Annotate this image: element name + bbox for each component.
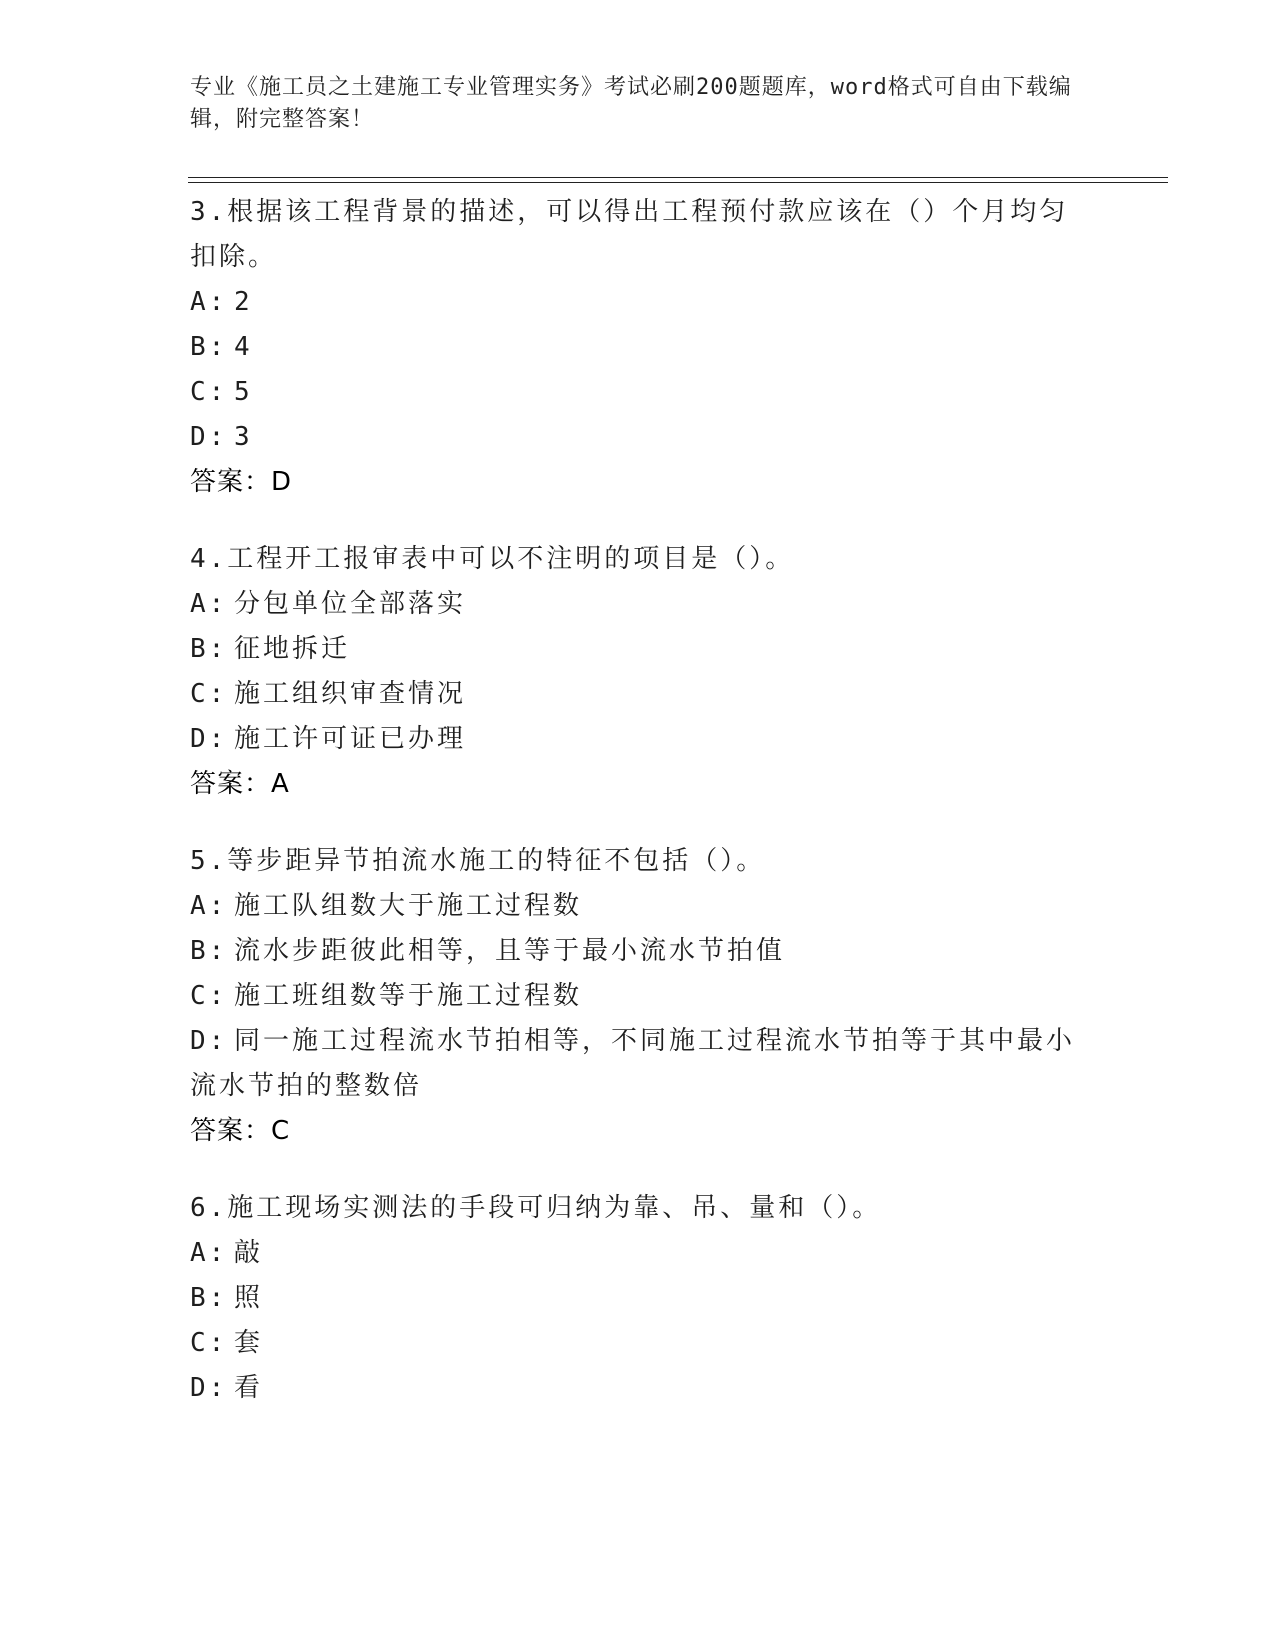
option-text: 3 (234, 422, 253, 452)
option-c (190, 370, 1090, 415)
option-text: 套 (234, 1328, 264, 1358)
option-d (190, 415, 1090, 460)
option-key: A: (190, 589, 228, 619)
option-text: 施工队组数大于施工过程数 (234, 891, 583, 921)
option-text: 施工许可证已办理 (234, 724, 467, 754)
question-5 (190, 839, 1090, 1154)
option-text: 同一施工过程流水节拍相等，不同施工过程流水节拍等于其中最小流水节拍的整数倍 (190, 1026, 1076, 1101)
option-key: B: (190, 936, 228, 966)
option-b (190, 1276, 1090, 1321)
option-b (190, 627, 1090, 672)
option-b (190, 325, 1090, 370)
option-key: A: (190, 287, 228, 317)
option-d (190, 717, 1090, 762)
option-key: D: (190, 724, 228, 754)
option-text: 2 (234, 287, 253, 317)
option-key: D: (190, 1373, 228, 1403)
option-c (190, 1321, 1090, 1366)
header-rule-top (188, 177, 1168, 178)
question-list (190, 190, 1090, 1443)
question-3 (190, 190, 1090, 505)
option-text: 敲 (234, 1238, 264, 1268)
header-rule-bottom (188, 182, 1168, 183)
option-key: D: (190, 1026, 228, 1056)
option-text: 流水步距彼此相等，且等于最小流水节拍值 (234, 936, 786, 966)
question-stem: 4.工程开工报审表中可以不注明的项目是（）。 (190, 544, 795, 574)
option-key: C: (190, 679, 228, 709)
option-text: 看 (234, 1373, 264, 1403)
option-key: B: (190, 634, 228, 664)
document-header-intro: 专业《施工员之土建施工专业管理实务》考试必刷200题题库，word格式可自由下载编辑，附完整答案！ (190, 75, 1072, 132)
option-key: A: (190, 891, 228, 921)
question-stem: 6.施工现场实测法的手段可归纳为靠、吊、量和（）。 (190, 1193, 882, 1223)
question-stem: 5.等步距异节拍流水施工的特征不包括（）。 (190, 846, 766, 876)
option-a (190, 884, 1090, 929)
option-text: 施工组织审查情况 (234, 679, 467, 709)
option-b (190, 929, 1090, 974)
option-key: B: (190, 332, 228, 362)
option-key: C: (190, 377, 228, 407)
question-6 (190, 1186, 1090, 1411)
option-text: 照 (234, 1283, 264, 1313)
option-key: C: (190, 1328, 228, 1358)
option-a (190, 582, 1090, 627)
answer-line: 答案：D (190, 467, 293, 497)
option-c (190, 974, 1090, 1019)
option-c (190, 672, 1090, 717)
option-text: 征地拆迁 (234, 634, 351, 664)
option-key: A: (190, 1238, 228, 1268)
option-text: 5 (234, 377, 253, 407)
answer-line: 答案：C (190, 1116, 291, 1146)
option-d (190, 1366, 1090, 1411)
option-text: 施工班组数等于施工过程数 (234, 981, 583, 1011)
question-4 (190, 537, 1090, 807)
answer-line: 答案：A (190, 769, 290, 799)
option-d (190, 1019, 1090, 1109)
option-a (190, 280, 1090, 325)
option-a (190, 1231, 1090, 1276)
question-stem: 3.根据该工程背景的描述，可以得出工程预付款应该在（）个月均匀扣除。 (190, 197, 1069, 272)
option-key: C: (190, 981, 228, 1011)
option-key: B: (190, 1283, 228, 1313)
option-text: 分包单位全部落实 (234, 589, 467, 619)
option-key: D: (190, 422, 228, 452)
option-text: 4 (234, 332, 253, 362)
